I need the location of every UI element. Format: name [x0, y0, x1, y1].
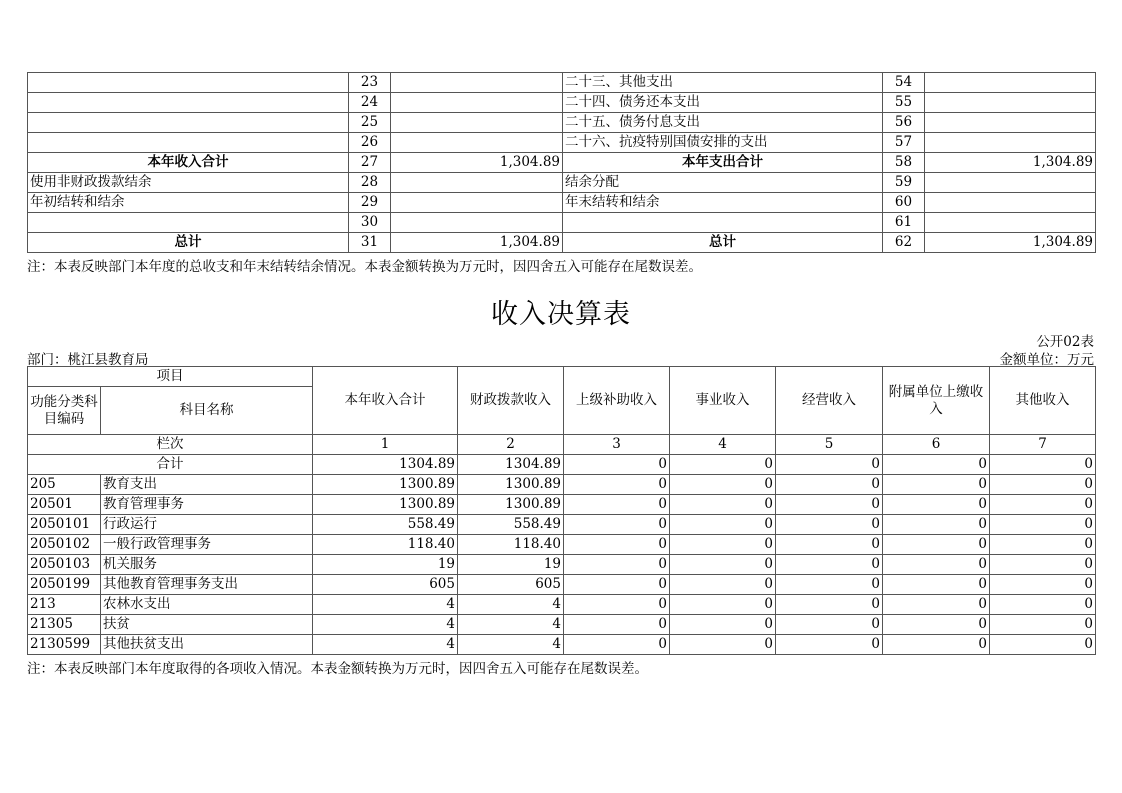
income-value: 0	[776, 535, 883, 555]
income-value: 1300.89	[458, 495, 564, 515]
subject-name: 其他教育管理事务支出	[101, 575, 313, 595]
expense-row-number: 61	[883, 213, 925, 233]
income-value: 0	[564, 615, 670, 635]
income-value: 19	[313, 555, 458, 575]
subject-code: 2050199	[28, 575, 101, 595]
total-value: 1304.89	[458, 455, 564, 475]
department-label: 部门：桃江县教育局	[27, 352, 149, 368]
income-value: 118.40	[458, 535, 564, 555]
income-row-number: 25	[349, 113, 391, 133]
income-row-number: 30	[349, 213, 391, 233]
income-value: 0	[564, 535, 670, 555]
income-value: 0	[670, 495, 776, 515]
expense-item-label: 二十三、其他支出	[563, 73, 883, 93]
income-amount	[391, 113, 563, 133]
income-value: 0	[883, 475, 990, 495]
subject-name: 扶贫	[101, 615, 313, 635]
subject-code: 2050101	[28, 515, 101, 535]
subject-name: 一般行政管理事务	[101, 535, 313, 555]
summary-table	[27, 72, 1096, 253]
income-item-label	[28, 93, 349, 113]
expense-amount	[925, 193, 1096, 213]
header-col-4: 事业收入	[670, 367, 776, 435]
table-row	[28, 515, 1096, 535]
table-row	[28, 475, 1096, 495]
subject-code: 205	[28, 475, 101, 495]
header-col-1: 本年收入合计	[313, 367, 458, 435]
income-value: 0	[670, 635, 776, 655]
expense-item-label: 二十四、债务还本支出	[563, 93, 883, 113]
summary-row	[28, 233, 1096, 253]
income-value: 0	[990, 615, 1096, 635]
header-col-7: 其他收入	[990, 367, 1096, 435]
income-row-number: 29	[349, 193, 391, 213]
income-amount	[391, 173, 563, 193]
income-value: 0	[883, 615, 990, 635]
table-row	[28, 495, 1096, 515]
table-row	[28, 535, 1096, 555]
income-value: 0	[670, 475, 776, 495]
income-row-number: 27	[349, 153, 391, 173]
income-value: 0	[990, 515, 1096, 535]
table-row	[28, 595, 1096, 615]
subject-code: 21305	[28, 615, 101, 635]
total-value: 0	[883, 455, 990, 475]
income-value: 0	[990, 635, 1096, 655]
column-number: 6	[883, 435, 990, 455]
income-value: 0	[883, 595, 990, 615]
income-value: 4	[458, 635, 564, 655]
income-value: 1300.89	[458, 475, 564, 495]
subject-name: 农林水支出	[101, 595, 313, 615]
income-amount: 1,304.89	[391, 153, 563, 173]
income-item-label: 使用非财政拨款结余	[28, 173, 349, 193]
income-value: 0	[670, 535, 776, 555]
expense-row-number: 62	[883, 233, 925, 253]
income-amount	[391, 93, 563, 113]
subject-code: 20501	[28, 495, 101, 515]
income-item-label	[28, 113, 349, 133]
column-number: 5	[776, 435, 883, 455]
total-value: 0	[670, 455, 776, 475]
subject-code: 2050102	[28, 535, 101, 555]
subject-name: 教育管理事务	[101, 495, 313, 515]
column-number-row	[28, 435, 1096, 455]
income-value: 0	[564, 475, 670, 495]
subject-name: 其他扶贫支出	[101, 635, 313, 655]
expense-amount	[925, 133, 1096, 153]
expense-row-number: 59	[883, 173, 925, 193]
summary-row	[28, 133, 1096, 153]
income-value: 0	[990, 575, 1096, 595]
summary-row	[28, 73, 1096, 93]
subject-code: 2130599	[28, 635, 101, 655]
header-col-2: 财政拨款收入	[458, 367, 564, 435]
header-col-3: 上级补助收入	[564, 367, 670, 435]
income-value: 118.40	[313, 535, 458, 555]
income-value: 0	[990, 475, 1096, 495]
income-value: 0	[564, 635, 670, 655]
summary-row	[28, 93, 1096, 113]
income-value: 1300.89	[313, 495, 458, 515]
expense-amount	[925, 173, 1096, 193]
income-table	[27, 366, 1096, 655]
expense-item-label: 二十六、抗疫特别国债安排的支出	[563, 133, 883, 153]
income-amount	[391, 133, 563, 153]
income-row-number: 24	[349, 93, 391, 113]
income-value: 0	[883, 495, 990, 515]
income-value: 0	[776, 575, 883, 595]
income-amount	[391, 193, 563, 213]
summary-row	[28, 173, 1096, 193]
row-no-label: 栏次	[28, 435, 313, 455]
income-value: 558.49	[458, 515, 564, 535]
table-row	[28, 575, 1096, 595]
expense-amount: 1,304.89	[925, 153, 1096, 173]
income-value: 0	[883, 575, 990, 595]
income-value: 0	[670, 595, 776, 615]
income-value: 0	[990, 535, 1096, 555]
header-col-5: 经营收入	[776, 367, 883, 435]
income-value: 4	[458, 615, 564, 635]
income-value: 4	[313, 615, 458, 635]
income-value: 0	[564, 555, 670, 575]
income-value: 0	[776, 555, 883, 575]
income-value: 0	[990, 495, 1096, 515]
income-item-label	[28, 213, 349, 233]
income-value: 0	[670, 515, 776, 535]
income-value: 19	[458, 555, 564, 575]
income-value: 0	[776, 475, 883, 495]
income-amount	[391, 213, 563, 233]
total-value: 0	[776, 455, 883, 475]
subject-name: 机关服务	[101, 555, 313, 575]
summary-row	[28, 153, 1096, 173]
expense-item-label: 结余分配	[563, 173, 883, 193]
income-value: 4	[458, 595, 564, 615]
expense-amount	[925, 73, 1096, 93]
income-value: 605	[458, 575, 564, 595]
expense-amount	[925, 93, 1096, 113]
income-value: 558.49	[313, 515, 458, 535]
subject-code: 213	[28, 595, 101, 615]
summary-note: 注：本表反映部门本年度的总收支和年末结转结余情况。本表金额转换为万元时，因四舍五入可能存在尾数误差。	[27, 259, 702, 275]
income-value: 4	[313, 635, 458, 655]
expense-row-number: 56	[883, 113, 925, 133]
income-value: 0	[883, 515, 990, 535]
income-value: 0	[883, 555, 990, 575]
header-func-code: 功能分类科目编码	[28, 387, 101, 435]
income-value: 0	[670, 575, 776, 595]
header-subject-name: 科目名称	[101, 387, 313, 435]
form-code: 公开02表	[1036, 334, 1094, 350]
expense-item-label: 本年支出合计	[563, 153, 883, 173]
income-amount: 1,304.89	[391, 233, 563, 253]
income-value: 0	[883, 535, 990, 555]
total-label: 合计	[28, 455, 313, 475]
subject-name: 教育支出	[101, 475, 313, 495]
column-number: 2	[458, 435, 564, 455]
page-title: 收入决算表	[491, 299, 631, 330]
subject-code: 2050103	[28, 555, 101, 575]
subject-name: 行政运行	[101, 515, 313, 535]
income-row-number: 28	[349, 173, 391, 193]
expense-row-number: 54	[883, 73, 925, 93]
total-value: 0	[564, 455, 670, 475]
income-value: 605	[313, 575, 458, 595]
unit-label: 金额单位：万元	[999, 352, 1094, 368]
total-value: 0	[990, 455, 1096, 475]
income-row-number: 31	[349, 233, 391, 253]
expense-amount: 1,304.89	[925, 233, 1096, 253]
income-note: 注：本表反映部门本年度取得的各项收入情况。本表金额转换为万元时，因四舍五入可能存在尾数误差。	[27, 661, 648, 677]
income-item-label: 年初结转和结余	[28, 193, 349, 213]
income-value: 0	[670, 615, 776, 635]
income-value: 0	[564, 575, 670, 595]
table-row	[28, 615, 1096, 635]
table-row	[28, 635, 1096, 655]
income-value: 0	[990, 555, 1096, 575]
expense-item-label: 二十五、债务付息支出	[563, 113, 883, 133]
income-value: 1300.89	[313, 475, 458, 495]
income-value: 0	[670, 555, 776, 575]
income-item-label	[28, 133, 349, 153]
income-value: 0	[564, 495, 670, 515]
summary-row	[28, 193, 1096, 213]
income-value: 0	[883, 635, 990, 655]
column-number: 3	[564, 435, 670, 455]
column-number: 7	[990, 435, 1096, 455]
expense-row-number: 58	[883, 153, 925, 173]
income-value: 0	[776, 495, 883, 515]
income-value: 0	[776, 635, 883, 655]
income-value: 0	[990, 595, 1096, 615]
expense-row-number: 55	[883, 93, 925, 113]
income-row-number: 26	[349, 133, 391, 153]
expense-amount	[925, 113, 1096, 133]
header-col-6: 附属单位上缴收入	[883, 367, 990, 435]
income-value: 4	[313, 595, 458, 615]
expense-item-label: 年末结转和结余	[563, 193, 883, 213]
income-amount	[391, 73, 563, 93]
total-row	[28, 455, 1096, 475]
header-item: 项目	[28, 367, 313, 387]
expense-row-number: 57	[883, 133, 925, 153]
income-row-number: 23	[349, 73, 391, 93]
income-item-label: 总计	[28, 233, 349, 253]
summary-row	[28, 213, 1096, 233]
column-number: 1	[313, 435, 458, 455]
table-row	[28, 555, 1096, 575]
column-number: 4	[670, 435, 776, 455]
income-value: 0	[564, 515, 670, 535]
expense-amount	[925, 213, 1096, 233]
income-value: 0	[776, 595, 883, 615]
expense-row-number: 60	[883, 193, 925, 213]
income-value: 0	[776, 515, 883, 535]
income-value: 0	[776, 615, 883, 635]
total-value: 1304.89	[313, 455, 458, 475]
income-item-label	[28, 73, 349, 93]
income-item-label: 本年收入合计	[28, 153, 349, 173]
expense-item-label: 总计	[563, 233, 883, 253]
summary-row	[28, 113, 1096, 133]
income-value: 0	[564, 595, 670, 615]
expense-item-label	[563, 213, 883, 233]
